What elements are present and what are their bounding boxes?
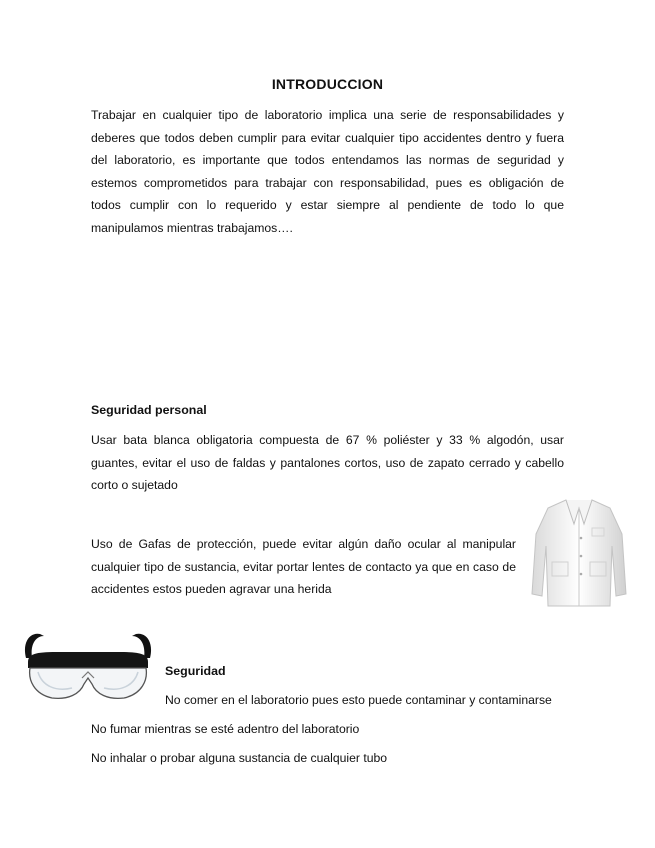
intro-paragraph: Trabajar en cualquier tipo de laboratorio implica una serie de responsabilidades y deberes que todos deben cumplir para evitar cualquier tipo accidentes dentro y fuera del laboratorio, es importante que todos entendamos las normas de seguridad y estemos comprometidos para trabajar con responsabilidad, pues es obligación de todos cumplir con lo requerido y estar siempre al pendiente de todo lo que manipulamos mientras trabajamos…. bbox=[91, 108, 564, 235]
page-title: INTRODUCCION bbox=[271, 76, 384, 92]
lab-coat-icon bbox=[530, 494, 628, 608]
safety-rule-1: No comer en el laboratorio pues esto puede contaminar y contaminarse bbox=[165, 693, 552, 707]
personal-safety-heading: Seguridad personal bbox=[91, 403, 207, 417]
safety-rule-3: No inhalar o probar alguna sustancia de cualquier tubo bbox=[91, 751, 388, 765]
goggles-paragraph: Uso de Gafas de protección, puede evitar algún daño ocular al manipular cualquier tipo de sustancia, evitar portar lentes de contacto ya que en caso de accidentes estos pueden agravar una herida bbox=[91, 537, 516, 597]
safety-heading: Seguridad bbox=[165, 664, 226, 678]
lab-coat-paragraph: Usar bata blanca obligatoria compuesta de 67 % poliéster y 33 % algodón, usar guantes, evitar el uso de faldas y pantalones cortos, uso de zapato cerrado y cabello corto o sujetado bbox=[91, 433, 564, 493]
safety-goggles-icon bbox=[16, 628, 160, 704]
safety-rule-2: No fumar mientras se esté adentro del laboratorio bbox=[91, 722, 360, 736]
